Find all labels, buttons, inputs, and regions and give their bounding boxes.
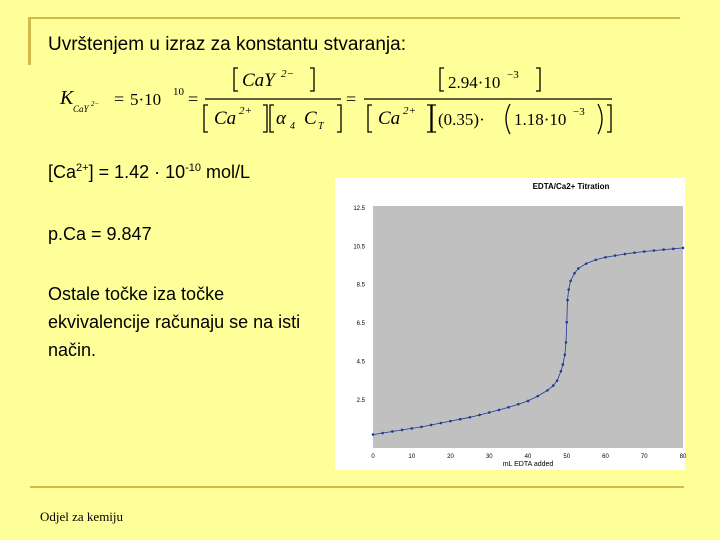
top-rule	[30, 17, 680, 19]
x-tick-label: 10	[408, 454, 416, 460]
data-point	[546, 389, 549, 392]
data-point	[577, 267, 580, 270]
y-tick-label: 12.5	[353, 205, 365, 212]
chart-title: EDTA/Ca2+ Titration	[532, 182, 610, 191]
frac1-num-sup: 2−	[281, 68, 294, 80]
data-point	[381, 432, 384, 435]
data-point	[420, 426, 423, 429]
data-point	[595, 258, 598, 261]
data-point	[567, 288, 570, 291]
conc-unit: mol/L	[201, 162, 251, 182]
data-point	[440, 422, 443, 425]
data-point	[469, 416, 472, 419]
data-point	[552, 384, 555, 387]
frac2-den-alpha: (0.35)·	[438, 110, 485, 129]
data-point	[556, 379, 559, 382]
data-point	[459, 418, 462, 421]
x-tick-label: 60	[602, 454, 609, 460]
data-point	[604, 256, 607, 259]
data-point	[573, 272, 576, 275]
eq-coef-exp: 10	[173, 86, 184, 98]
data-point	[562, 363, 565, 366]
y-tick-label: 10.5	[353, 244, 365, 251]
data-point	[517, 403, 520, 406]
data-point	[527, 400, 530, 403]
frac1-den-c-sub: T	[318, 121, 324, 132]
data-point	[682, 247, 685, 250]
data-point	[401, 429, 404, 432]
plot-area	[373, 206, 683, 448]
frac2-den-ct-exp: −3	[573, 106, 585, 118]
formation-constant-equation	[56, 62, 626, 142]
frac1-den-c: C	[304, 108, 317, 129]
data-point	[372, 433, 375, 436]
titration-chart	[335, 178, 685, 470]
data-point	[585, 262, 588, 265]
x-tick-label: 40	[524, 454, 532, 460]
eq-equals-3: =	[346, 89, 357, 109]
left-rule	[28, 17, 31, 65]
data-point	[653, 249, 656, 252]
data-point	[643, 250, 646, 253]
data-point	[565, 321, 568, 324]
data-point	[498, 409, 501, 412]
x-tick-label: 70	[640, 454, 648, 460]
frac1-den-alpha: α	[276, 108, 286, 129]
conc-value: ] = 1.42 · 10	[88, 162, 186, 182]
x-tick-label: 30	[485, 454, 493, 460]
data-point	[488, 411, 491, 414]
frac1-den-ca: Ca	[214, 108, 237, 129]
pca-value: p.Ca = 9.847	[48, 224, 152, 244]
data-point	[478, 414, 481, 417]
x-tick-label: 80	[679, 454, 687, 460]
x-axis-label: mL EDTA added	[502, 461, 554, 468]
frac2-num-exp: −3	[507, 69, 519, 81]
data-point	[507, 406, 510, 409]
data-point	[564, 354, 567, 357]
data-point	[410, 427, 413, 430]
conc-exponent: -10	[185, 162, 202, 174]
frac1-den-alpha-sub: 4	[290, 121, 295, 132]
frac1-den-ca-sup: 2+	[239, 105, 252, 117]
data-point	[672, 248, 675, 251]
bottom-rule	[30, 486, 684, 488]
data-point	[662, 248, 665, 251]
data-point	[566, 299, 569, 302]
data-point	[430, 424, 433, 427]
eq-equals-2: =	[188, 89, 199, 109]
frac2-num: 2.94·10	[448, 73, 501, 92]
frac2-den-ca: Ca	[378, 108, 401, 129]
x-tick-label: 20	[447, 454, 454, 460]
data-point	[633, 251, 636, 254]
y-tick-label: 4.5	[356, 359, 365, 366]
frac1-num: CaY	[242, 70, 275, 91]
data-point	[449, 420, 452, 423]
data-point	[391, 430, 394, 433]
conc-label: [Ca	[48, 162, 77, 182]
eq-lhs-sub-sup: 2−	[91, 100, 100, 108]
data-point	[560, 370, 563, 373]
eq-coef: 5·10	[130, 90, 162, 109]
frac2-den-ct: 1.18·10	[514, 110, 567, 129]
x-tick-label: 0	[371, 454, 375, 460]
frac2-den-ca-sup: 2+	[403, 105, 416, 117]
footer-text: Odjel za kemiju	[40, 509, 124, 524]
x-tick-label: 50	[563, 454, 571, 460]
y-tick-label: 6.5	[356, 321, 365, 328]
data-point	[614, 254, 617, 257]
eq-lhs-sub: CaY	[73, 104, 89, 114]
y-tick-label: 8.5	[356, 282, 365, 289]
data-point	[624, 253, 627, 256]
data-point	[565, 341, 568, 344]
eq-lhs-k: K	[60, 87, 74, 109]
calcium-concentration	[48, 162, 250, 183]
note-text: Ostale točke iza točke ekvivalencije računaju se na isti način.	[48, 284, 301, 360]
data-point	[536, 395, 539, 398]
y-tick-label: 2.5	[356, 397, 365, 404]
slide-title: Uvrštenjem u izraz za konstantu stvaranja:	[48, 34, 406, 55]
conc-label-charge: 2+	[76, 162, 89, 174]
data-point	[569, 280, 572, 283]
eq-equals-1: =	[114, 89, 125, 109]
